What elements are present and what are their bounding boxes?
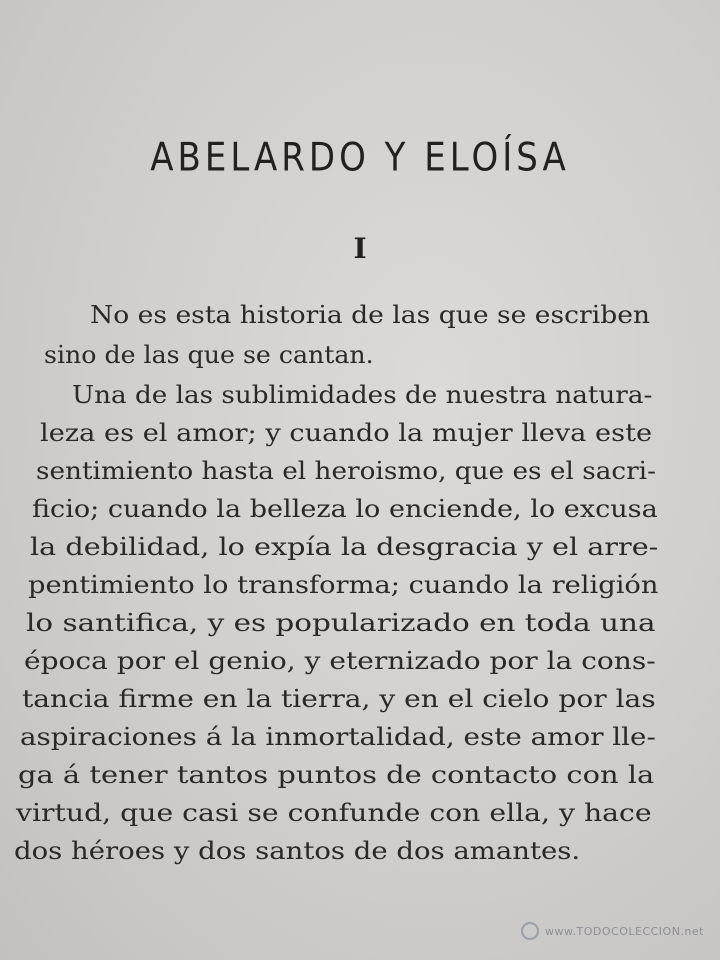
text-line: época por el genio, y eternizado por la cons- (24, 647, 656, 675)
watermark-text: www.TODOCOLECCION.net (545, 924, 704, 938)
chapter-numeral: I (353, 232, 367, 265)
chapter-title: ABELARDO Y ELOÍSA (150, 135, 570, 181)
text-line: tancia firme en la tierra, y en el cielo por las (22, 685, 656, 713)
site-watermark (521, 922, 704, 940)
text-line: Una de las sublimidades de nuestra natura- (72, 381, 653, 409)
text-line: la debilidad, lo expía la desgracia y el arre- (30, 533, 659, 561)
text-line: ficio; cuando la belleza lo enciende, lo excusa (32, 495, 658, 523)
text-line: No es esta historia de las que se escriben (90, 301, 651, 329)
text-line: leza es el amor; y cuando la mujer lleva este (40, 419, 653, 447)
text-line: sentimiento hasta el heroismo, que es el sacri- (36, 457, 656, 485)
text-line: ga á tener tantos puntos de contacto con la (18, 761, 655, 789)
text-line: aspiraciones á la inmortalidad, este amor lle- (20, 723, 656, 751)
watermark-logo-icon (521, 922, 539, 940)
text-line: pentimiento lo transforma; cuando la religión (28, 571, 659, 599)
text-line: lo santifica, y es popularizado en toda una (26, 609, 656, 637)
text-line: sino de las que se cantan. (44, 341, 374, 369)
text-line: virtud, que casi se confunde con ella, y hace (16, 799, 652, 827)
text-line: dos héroes y dos santos de dos amantes. (14, 837, 581, 865)
